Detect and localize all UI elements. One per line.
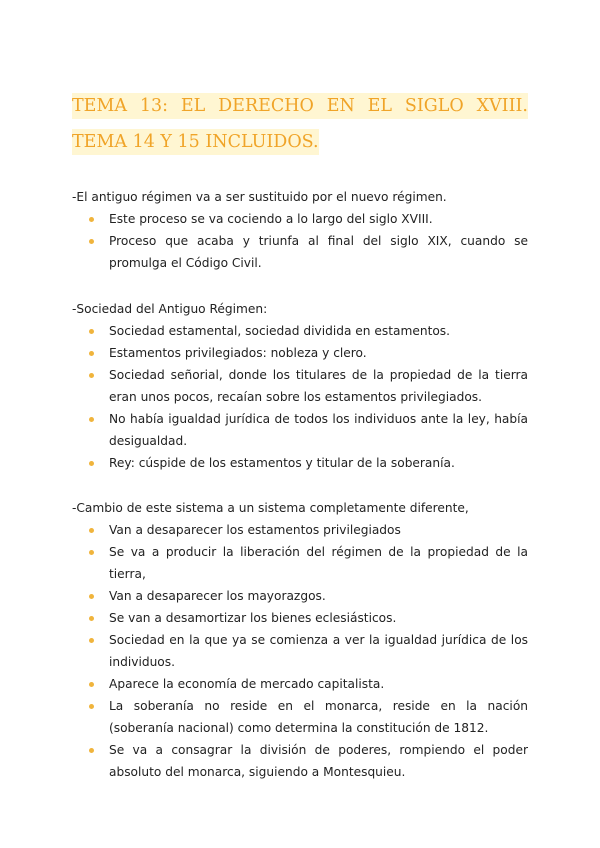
list-item: La soberanía no reside en el monarca, reside en la nación (soberanía nacional) como determina la constitución de 1812. bbox=[72, 695, 528, 739]
bullet-icon bbox=[89, 594, 94, 599]
section-cambio bbox=[72, 497, 528, 783]
section-intro: -Cambio de este sistema a un sistema completamente diferente, bbox=[72, 501, 469, 515]
section-intro: -El antiguo régimen va a ser sustituido por el nuevo régimen. bbox=[72, 190, 447, 204]
bullet-icon bbox=[89, 461, 94, 466]
bullet-list bbox=[72, 519, 528, 783]
document-title bbox=[72, 88, 528, 160]
bullet-list bbox=[72, 320, 528, 474]
list-item: Proceso que acaba y triunfa al final del siglo XIX, cuando se promulga el Código Civil. bbox=[72, 230, 528, 274]
bullet-icon bbox=[89, 217, 94, 222]
section-intro: -Sociedad del Antiguo Régimen: bbox=[72, 302, 268, 316]
list-item: Rey: cúspide de los estamentos y titular de la soberanía. bbox=[72, 452, 528, 474]
bullet-icon bbox=[89, 682, 94, 687]
bullet-icon bbox=[89, 550, 94, 555]
list-item: No había igualdad jurídica de todos los individuos ante la ley, había desigualdad. bbox=[72, 408, 528, 452]
bullet-icon bbox=[89, 638, 94, 643]
list-item: Van a desaparecer los mayorazgos. bbox=[72, 585, 528, 607]
bullet-icon bbox=[89, 329, 94, 334]
list-item: Estamentos privilegiados: nobleza y clero. bbox=[72, 342, 528, 364]
list-item: Sociedad señorial, donde los titulares de la propiedad de la tierra eran unos pocos, recaían sobre los estamentos privilegiados. bbox=[72, 364, 528, 408]
list-item: Se va a producir la liberación del régimen de la propiedad de la tierra, bbox=[72, 541, 528, 585]
section-sociedad bbox=[72, 298, 528, 474]
bullet-list bbox=[72, 208, 528, 274]
title-line-1: TEMA 13: EL DERECHO EN EL SIGLO XVIII. bbox=[72, 88, 528, 124]
list-item: Este proceso se va cociendo a lo largo del siglo XVIII. bbox=[72, 208, 528, 230]
list-item: Sociedad en la que ya se comienza a ver la igualdad jurídica de los individuos. bbox=[72, 629, 528, 673]
bullet-icon bbox=[89, 417, 94, 422]
title-line-2: TEMA 14 Y 15 INCLUIDOS. bbox=[72, 124, 528, 160]
list-item: Se va a consagrar la división de poderes, rompiendo el poder absoluto del monarca, siguiendo a Montesquieu. bbox=[72, 739, 528, 783]
bullet-icon bbox=[89, 748, 94, 753]
bullet-icon bbox=[89, 704, 94, 709]
bullet-icon bbox=[89, 239, 94, 244]
list-item: Se van a desamortizar los bienes eclesiásticos. bbox=[72, 607, 528, 629]
list-item: Sociedad estamental, sociedad dividida en estamentos. bbox=[72, 320, 528, 342]
bullet-icon bbox=[89, 616, 94, 621]
section-antiguo-regimen bbox=[72, 186, 528, 274]
bullet-icon bbox=[89, 373, 94, 378]
list-item: Van a desaparecer los estamentos privilegiados bbox=[72, 519, 528, 541]
bullet-icon bbox=[89, 351, 94, 356]
bullet-icon bbox=[89, 528, 94, 533]
list-item: Aparece la economía de mercado capitalista. bbox=[72, 673, 528, 695]
